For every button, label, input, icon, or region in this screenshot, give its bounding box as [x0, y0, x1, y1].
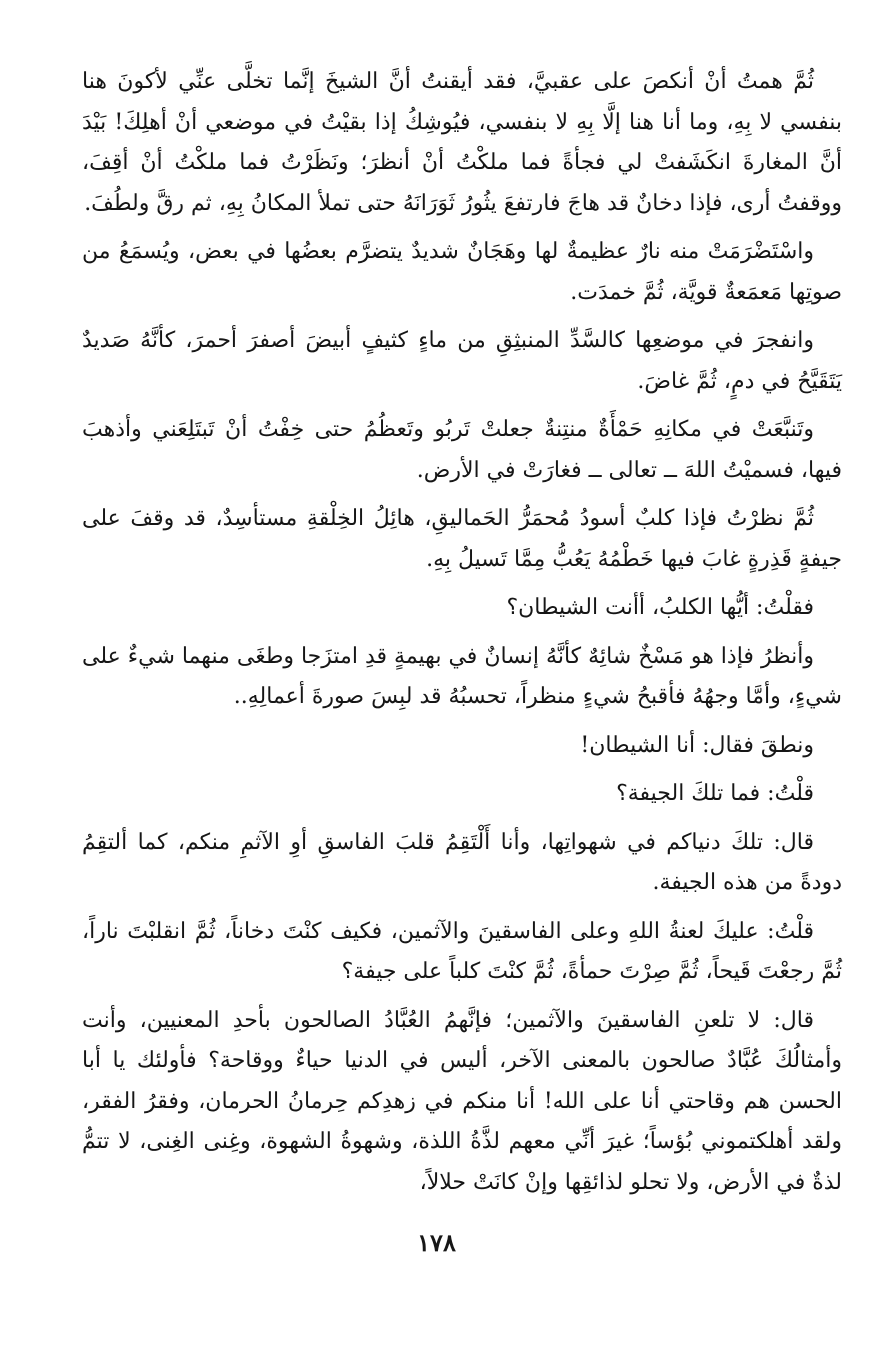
paragraph-11: قلْتُ: عليكَ لعنةُ اللهِ وعلى الفاسقينَ والآثمين، فكيف كنْتَ دخاناً، ثُمَّ انقلبْتَ ناراً، ثُمَّ رجعْتَ قَيحاً، ثُمَّ صِرْتَ حمأةً، ثُمَّ كنْتَ كلباً على جيفة؟ [82, 918, 842, 984]
paragraph-2: واسْتَضْرَمَتْ منه نارٌ عظيمةٌ لها وهَجَانٌ شديدٌ يتضرَّم بعضُها في بعض، ويُسمَعُ من صوتِها مَعمَعةٌ قويَّة، ثُمَّ خمدَت. [82, 239, 842, 305]
paragraph-9: قلْتُ: فما تلكَ الجيفة؟ [616, 781, 814, 806]
paragraph-4: وتَنبَّعَتْ في مكانِهِ حَمْأَةٌ منتِنةٌ جعلتْ تَربُو وتَعظُمُ حتى خِفْتُ أنْ تَبتَلِعَني وأذهبَ فيها، فسميْتُ اللهَ ــ تعالى ــ فغارَتْ في الأرض. [82, 417, 842, 483]
paragraph-10: قال: تلكَ دنياكم في شهواتِها، وأنا أَلْتَقِمُ قلبَ الفاسقِ أوِ الآثمِ منكم، كما ألتقِمُ دودةً من هذه الجيفة. [82, 829, 842, 895]
page-number: ١٧٨ [417, 1228, 456, 1257]
paragraph-8: ونطقَ فقال: أنا الشيطان! [580, 732, 814, 758]
paragraph-3: وانفجرَ في موضعِها كالسَّدِّ المنبثِقِ من ماءٍ كثيفٍ أبيضَ أصفرَ أحمرَ، كأنَّهُ صَديدٌ يَتَقَيَّحُ في دمٍ، ثُمَّ غاضَ. [82, 328, 842, 394]
paragraph-12: قال: لا تلعنِ الفاسقينَ والآثمين؛ فإنَّهمُ العُبَّادُ الصالحون بأحدِ المعنيين، وأنت وأمثالُكَ عُبَّادٌ صالحون بالمعنى الآخر، أليس في الدنيا حياءٌ ووقاحة؟ فأولئك يا أبا الحسن هم وقاحتي أنا على الله! أنا منكم في زهدِكم حِرمانُ الحرمان، وفقرُ الفقر، ولقد أهلكتموني بُؤساً؛ غيرَ أنِّي معهم لذَّةُ اللذة، وشهوةُ الشهوة، وغِنى الغِنى، لا تتمُّ لذةٌ في الأرض، ولا تحلو لذائقِها وإنْ كانَتْ حلالاً، [82, 1007, 842, 1195]
paragraph-7: وأنظرُ فإذا هو مَسْخٌ شائِهٌ كأنَّهُ إنسانٌ في بهيمةٍ قدِ امتزَجا وطغَى منهما شيءٌ على شيءٍ، وأمَّا وجهُهُ فأقبحُ شيءٍ منظراً، تحسبُهُ قد لبِسَ صورةَ أعمالِهِ.. [82, 643, 842, 709]
page-body [82, 62, 842, 1211]
paragraph-5: ثُمَّ نظرْتُ فإذا كلبٌ أسودُ مُحمَرُّ الحَماليقِ، هائِلُ الخِلْقةِ مستأسِدٌ، قد وقفَ على جيفةٍ قَذِرةٍ غابَ فيها خَطْمُهُ يَعُبُّ مِمَّا تَسيلُ بِهِ. [82, 506, 842, 572]
paragraph-6: فقلْتُ: أيُّها الكلبُ، أأنت الشيطان؟ [506, 595, 814, 620]
paragraph-1: ثُمَّ همتُ أنْ أنكصَ على عقبيَّ، فقد أيقنتُ أنَّ الشيخَ إنَّما تخلَّى عنِّي لأكونَ هنا بنفسي لا بِهِ، وما أنا هنا إلَّا بِهِ لا بنفسي، فيُوشِكُ إذا بقيْتُ في موضعي أنْ أهلِكَ! بَيْدَ أنَّ المغارةَ انكَشَفتْ لي فجأةً فما ملكْتُ أنْ أنظرَ؛ ونَظَرْتُ فما ملكْتُ أنْ أقِفَ، ووقفتُ أرى، فإذا دخانٌ قد هاجَ فارتفعَ يثُورُ ثَوَرَانَهُ حتى تملأ المكانُ بِهِ، ثم رقَّ ولطُفَ. [82, 69, 842, 216]
